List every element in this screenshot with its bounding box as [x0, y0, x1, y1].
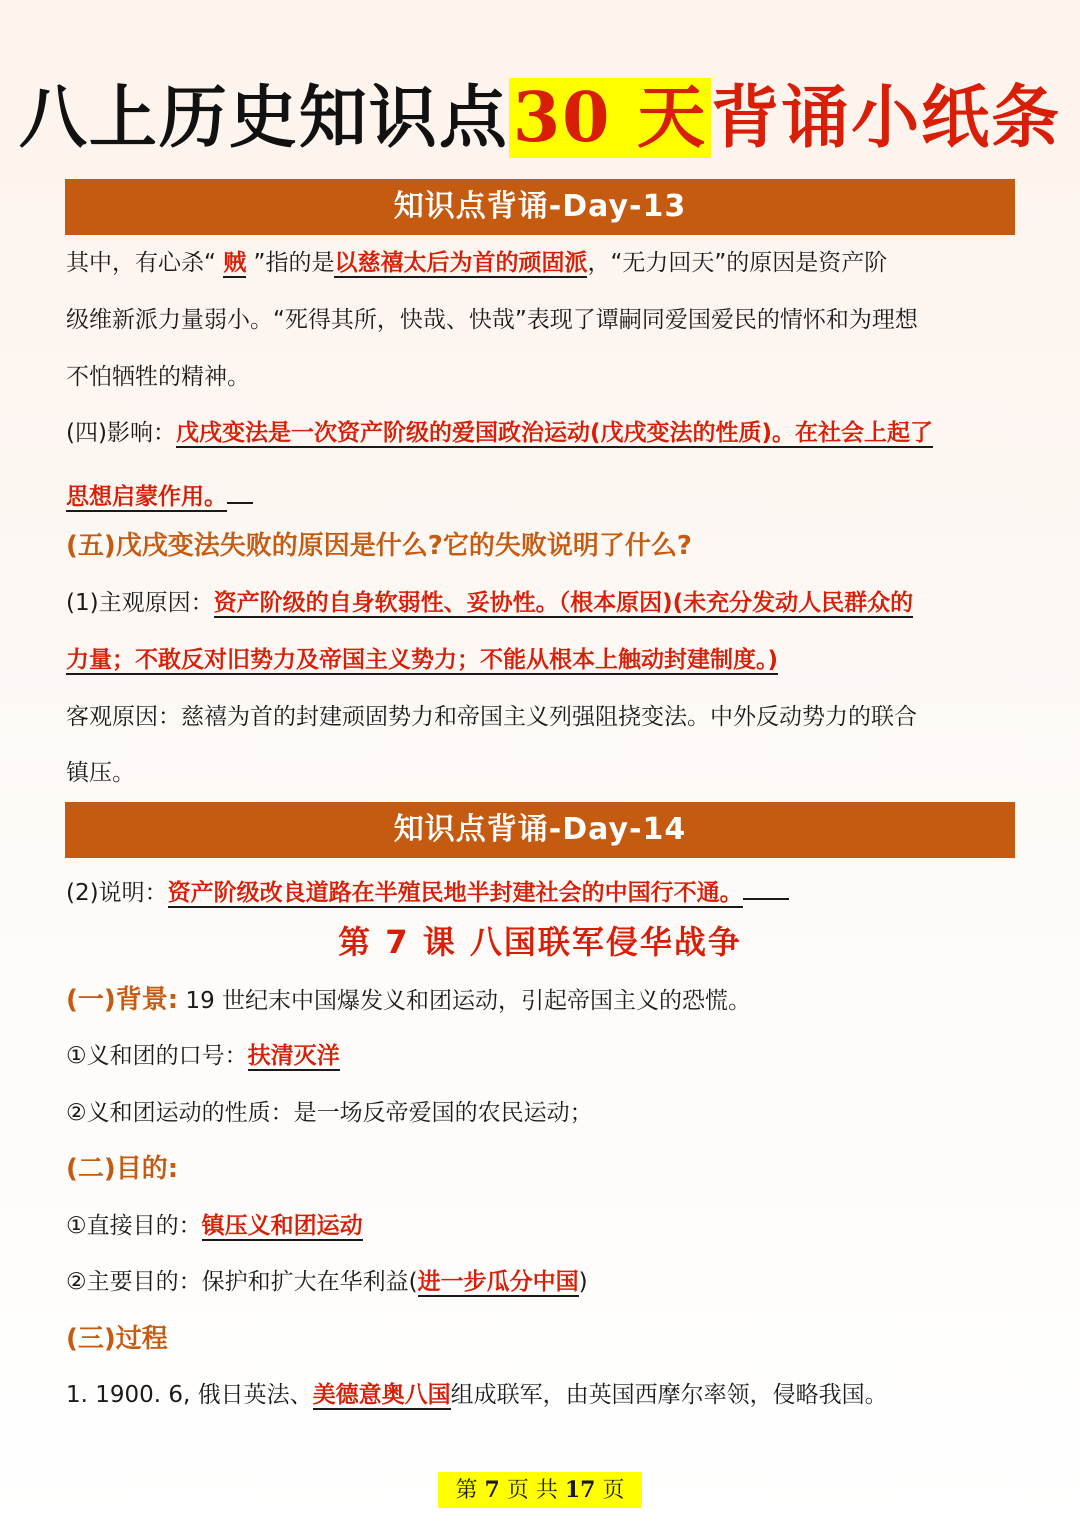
nature-line: ②义和团运动的性质：是一场反帝爱国的农民运动； [66, 1100, 593, 1126]
key-term: 扶清灭洋 [247, 1043, 340, 1069]
text: 其中，有心杀“ [66, 250, 224, 276]
question-5: (五)戊戌变法失败的原因是什么?它的失败说明了什么? [66, 531, 692, 561]
key-term: 美德意奥八国 [312, 1382, 451, 1408]
text: ) [578, 1269, 588, 1295]
title-highlight: 30 天 [509, 78, 711, 158]
section-heading: (一)背景: [66, 985, 179, 1015]
key-term: 力量；不敢反对旧势力及帝国主义势力；不能从根本上触动封建制度。) [66, 647, 779, 673]
day13-banner: 知识点背诵-Day-13 [65, 179, 1015, 235]
direct-purpose-line [66, 1208, 1016, 1244]
key-term: 资产阶级的自身软弱性、妥协性。（根本原因)(未充分发动人民群众的 [213, 590, 914, 616]
day13-line5 [66, 472, 1016, 515]
text: 1. 1900. 6, 俄日英法、 [66, 1382, 313, 1408]
text: 19 世纪末中国爆发义和团运动，引起帝国主义的恐慌。 [178, 988, 752, 1014]
text: 页 共 [499, 1478, 565, 1503]
title-part1: 八上历史知识点 [18, 78, 509, 158]
text: 第 [455, 1478, 485, 1503]
text: 页 [595, 1478, 625, 1503]
text: ①义和团的口号： [66, 1043, 248, 1069]
day14-line1 [66, 868, 1016, 911]
text: (2)说明： [66, 880, 168, 906]
main-purpose-line [66, 1264, 1016, 1300]
day13-line1 [66, 245, 1016, 281]
key-term: 贼 [223, 250, 247, 276]
underline-pad [743, 868, 789, 900]
day13-line6 [66, 585, 1016, 621]
slogan-line [66, 1038, 1016, 1074]
text: ”指的是 [246, 250, 335, 276]
text: (1)主观原因： [66, 590, 214, 616]
total-pages: 17 [564, 1477, 596, 1503]
text: ①直接目的： [66, 1213, 202, 1239]
day13-line7 [66, 642, 1016, 678]
key-term: 进一步瓜分中国 [417, 1269, 579, 1295]
title-part3: 背诵小纸条 [711, 78, 1062, 158]
key-term: 镇压义和团运动 [201, 1213, 363, 1239]
day13-line8: 客观原因：慈禧为首的封建顽固势力和帝国主义列强阻挠变法。中外反动势力的联合 [66, 704, 917, 730]
lesson-title: 第 7 课 八国联军侵华战争 [338, 923, 742, 961]
text: ②主要目的：保护和扩大在华利益( [66, 1269, 418, 1295]
page-title [0, 60, 1080, 176]
current-page: 7 [484, 1477, 500, 1503]
process-heading: (三)过程 [66, 1324, 168, 1354]
day13-line2: 级维新派力量弱小。“死得其所，快哉、快哉”表现了谭嗣同爱国爱民的情怀和为理想 [66, 307, 918, 333]
day13-line3: 不怕牺牲的精神。 [66, 364, 250, 390]
day13-line9: 镇压。 [66, 760, 135, 786]
page-number [438, 1472, 642, 1508]
day13-line4 [66, 415, 1016, 451]
key-term: 思想启蒙作用。 [66, 484, 227, 510]
text: (四)影响： [66, 420, 176, 446]
background-line [66, 982, 1016, 1019]
day14-banner: 知识点背诵-Day-14 [65, 802, 1015, 858]
key-term: 戊戌变法是一次资产阶级的爱国政治运动(戊戌变法的性质)。在社会上起了 [175, 420, 933, 446]
key-term: 资产阶级改良道路在半殖民地半封建社会的中国行不通。 [167, 880, 743, 906]
key-term: 以慈禧太后为首的顽固派 [334, 250, 588, 276]
text: 组成联军，由英国西摩尔率领，侵略我国。 [450, 1382, 888, 1408]
text: ，“无力回天”的原因是资产阶 [587, 250, 888, 276]
purpose-heading: (二)目的: [66, 1154, 179, 1184]
process-line [66, 1377, 1016, 1413]
underline-pad [227, 472, 253, 504]
